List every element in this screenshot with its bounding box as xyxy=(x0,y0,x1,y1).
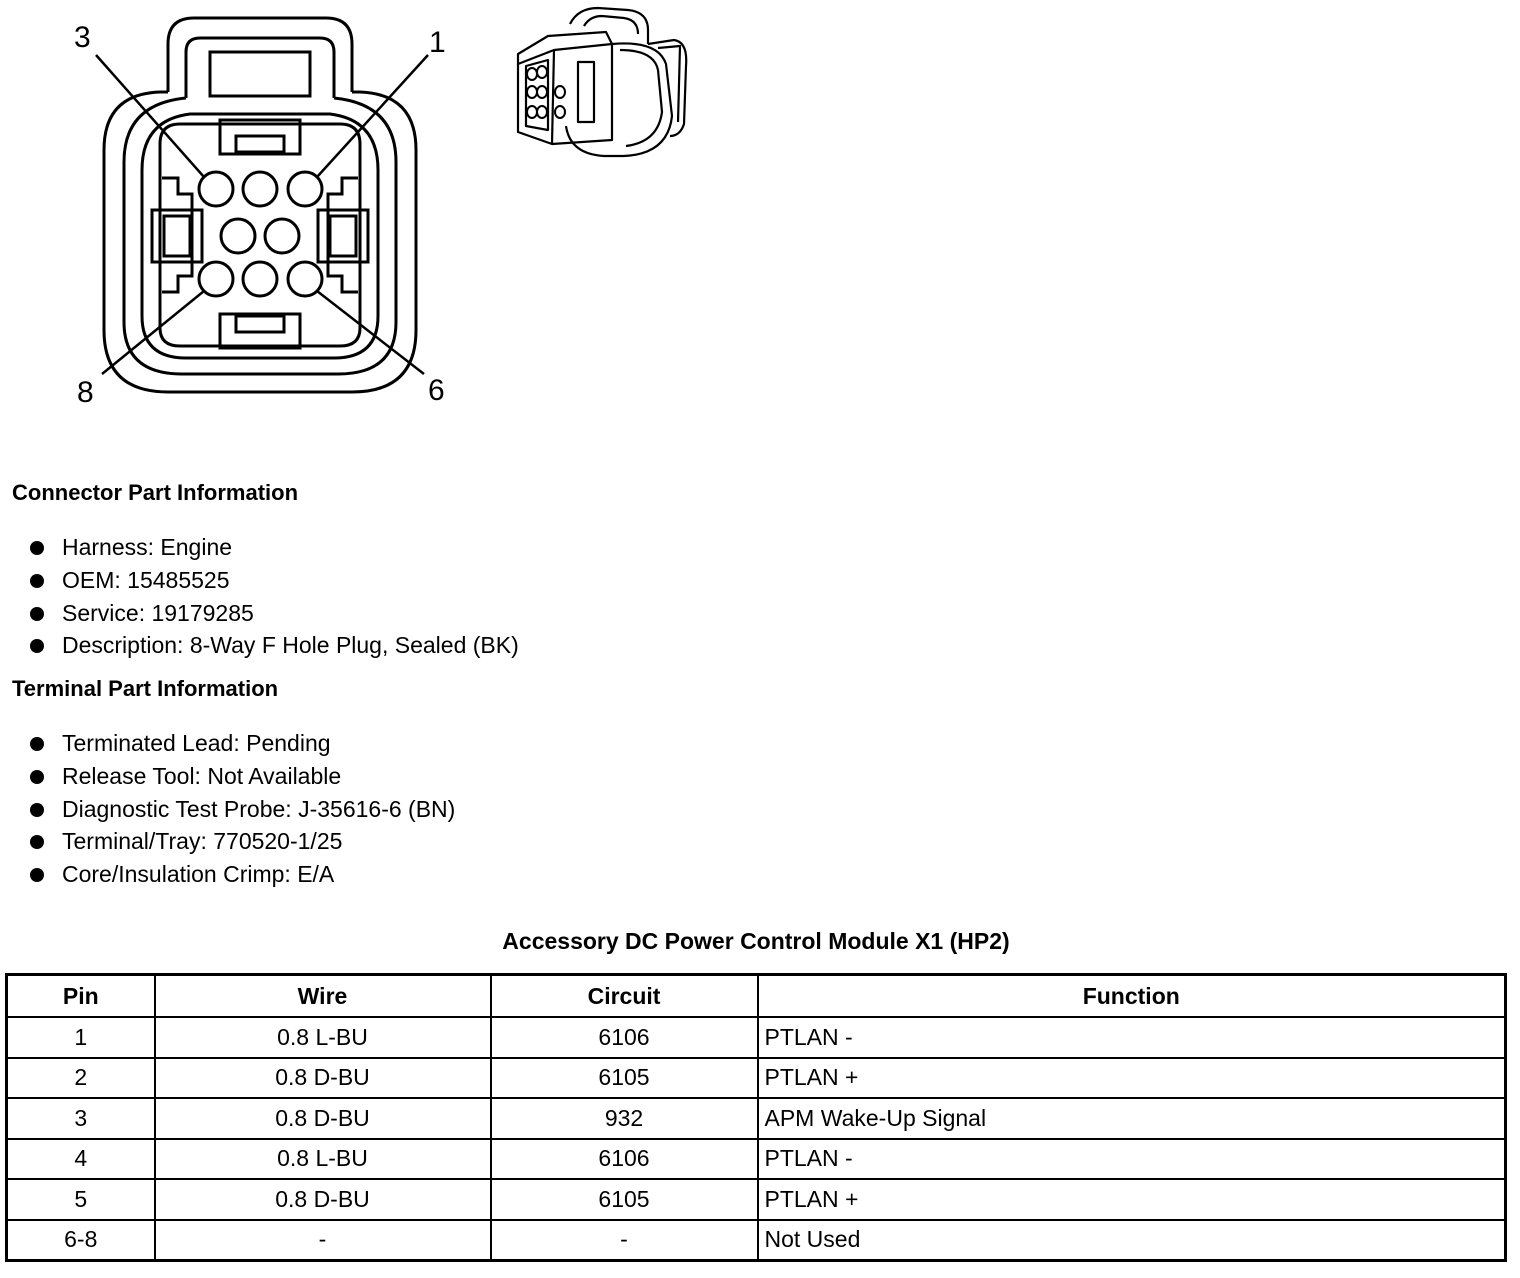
connector-isometric-image xyxy=(508,4,693,162)
cell-circuit: - xyxy=(491,1220,758,1261)
bullet-icon xyxy=(30,770,44,784)
cell-circuit: 932 xyxy=(491,1098,758,1139)
table-row xyxy=(7,1179,1506,1220)
bullet-icon xyxy=(30,607,44,621)
pin-label-1: 1 xyxy=(429,26,446,59)
cell-pin: 2 xyxy=(7,1058,155,1099)
pin-table-title: Accessory DC Power Control Module X1 (HP2) xyxy=(502,928,1010,954)
cell-wire: - xyxy=(155,1220,491,1261)
cell-pin: 4 xyxy=(7,1139,155,1180)
cell-pin: 6-8 xyxy=(7,1220,155,1261)
header-wire: Wire xyxy=(155,975,491,1018)
cell-pin: 3 xyxy=(7,1098,155,1139)
cell-function: Not Used xyxy=(758,1220,1506,1261)
bullet-icon xyxy=(30,541,44,555)
table-header-row xyxy=(7,975,1506,1018)
cell-wire: 0.8 D-BU xyxy=(155,1058,491,1099)
table-row xyxy=(7,1139,1506,1180)
connector-part-info-list xyxy=(26,531,519,662)
cell-function: PTLAN + xyxy=(758,1058,1506,1099)
pin-label-8: 8 xyxy=(77,376,94,409)
list-item: OEM: 15485525 xyxy=(26,564,519,597)
list-item: Service: 19179285 xyxy=(26,597,519,630)
cell-function: PTLAN - xyxy=(758,1139,1506,1180)
header-pin: Pin xyxy=(7,975,155,1018)
cell-circuit: 6106 xyxy=(491,1139,758,1180)
table-row xyxy=(7,1017,1506,1058)
cell-function: PTLAN + xyxy=(758,1179,1506,1220)
cell-wire: 0.8 L-BU xyxy=(155,1017,491,1058)
cell-wire: 0.8 D-BU xyxy=(155,1179,491,1220)
bullet-icon xyxy=(30,803,44,817)
cell-function: PTLAN - xyxy=(758,1017,1506,1058)
cell-pin: 1 xyxy=(7,1017,155,1058)
list-item: Terminal/Tray: 770520-1/25 xyxy=(26,825,455,858)
list-item: Core/Insulation Crimp: E/A xyxy=(26,858,455,891)
table-row xyxy=(7,1058,1506,1099)
list-item: Description: 8-Way F Hole Plug, Sealed (BK) xyxy=(26,629,519,662)
pin-label-3: 3 xyxy=(74,21,91,54)
bullet-icon xyxy=(30,835,44,849)
table-row xyxy=(7,1220,1506,1261)
list-item: Terminated Lead: Pending xyxy=(26,727,455,760)
cell-circuit: 6105 xyxy=(491,1179,758,1220)
cell-wire: 0.8 L-BU xyxy=(155,1139,491,1180)
terminal-part-info-list xyxy=(26,727,455,891)
bullet-icon xyxy=(30,639,44,653)
bullet-icon xyxy=(30,574,44,588)
bullet-icon xyxy=(30,737,44,751)
cell-circuit: 6105 xyxy=(491,1058,758,1099)
header-circuit: Circuit xyxy=(491,975,758,1018)
list-item: Release Tool: Not Available xyxy=(26,760,455,793)
connector-part-info-heading: Connector Part Information xyxy=(12,480,299,505)
cell-pin: 5 xyxy=(7,1179,155,1220)
connector-face-diagram xyxy=(0,0,470,420)
header-function: Function xyxy=(758,975,1506,1018)
cell-wire: 0.8 D-BU xyxy=(155,1098,491,1139)
table-row xyxy=(7,1098,1506,1139)
cell-circuit: 6106 xyxy=(491,1017,758,1058)
bullet-icon xyxy=(30,868,44,882)
pin-label-6: 6 xyxy=(428,374,445,407)
cell-function: APM Wake-Up Signal xyxy=(758,1098,1506,1139)
list-item: Harness: Engine xyxy=(26,531,519,564)
terminal-part-info-heading: Terminal Part Information xyxy=(12,676,279,701)
pin-table xyxy=(5,973,1507,1262)
list-item: Diagnostic Test Probe: J-35616-6 (BN) xyxy=(26,793,455,826)
